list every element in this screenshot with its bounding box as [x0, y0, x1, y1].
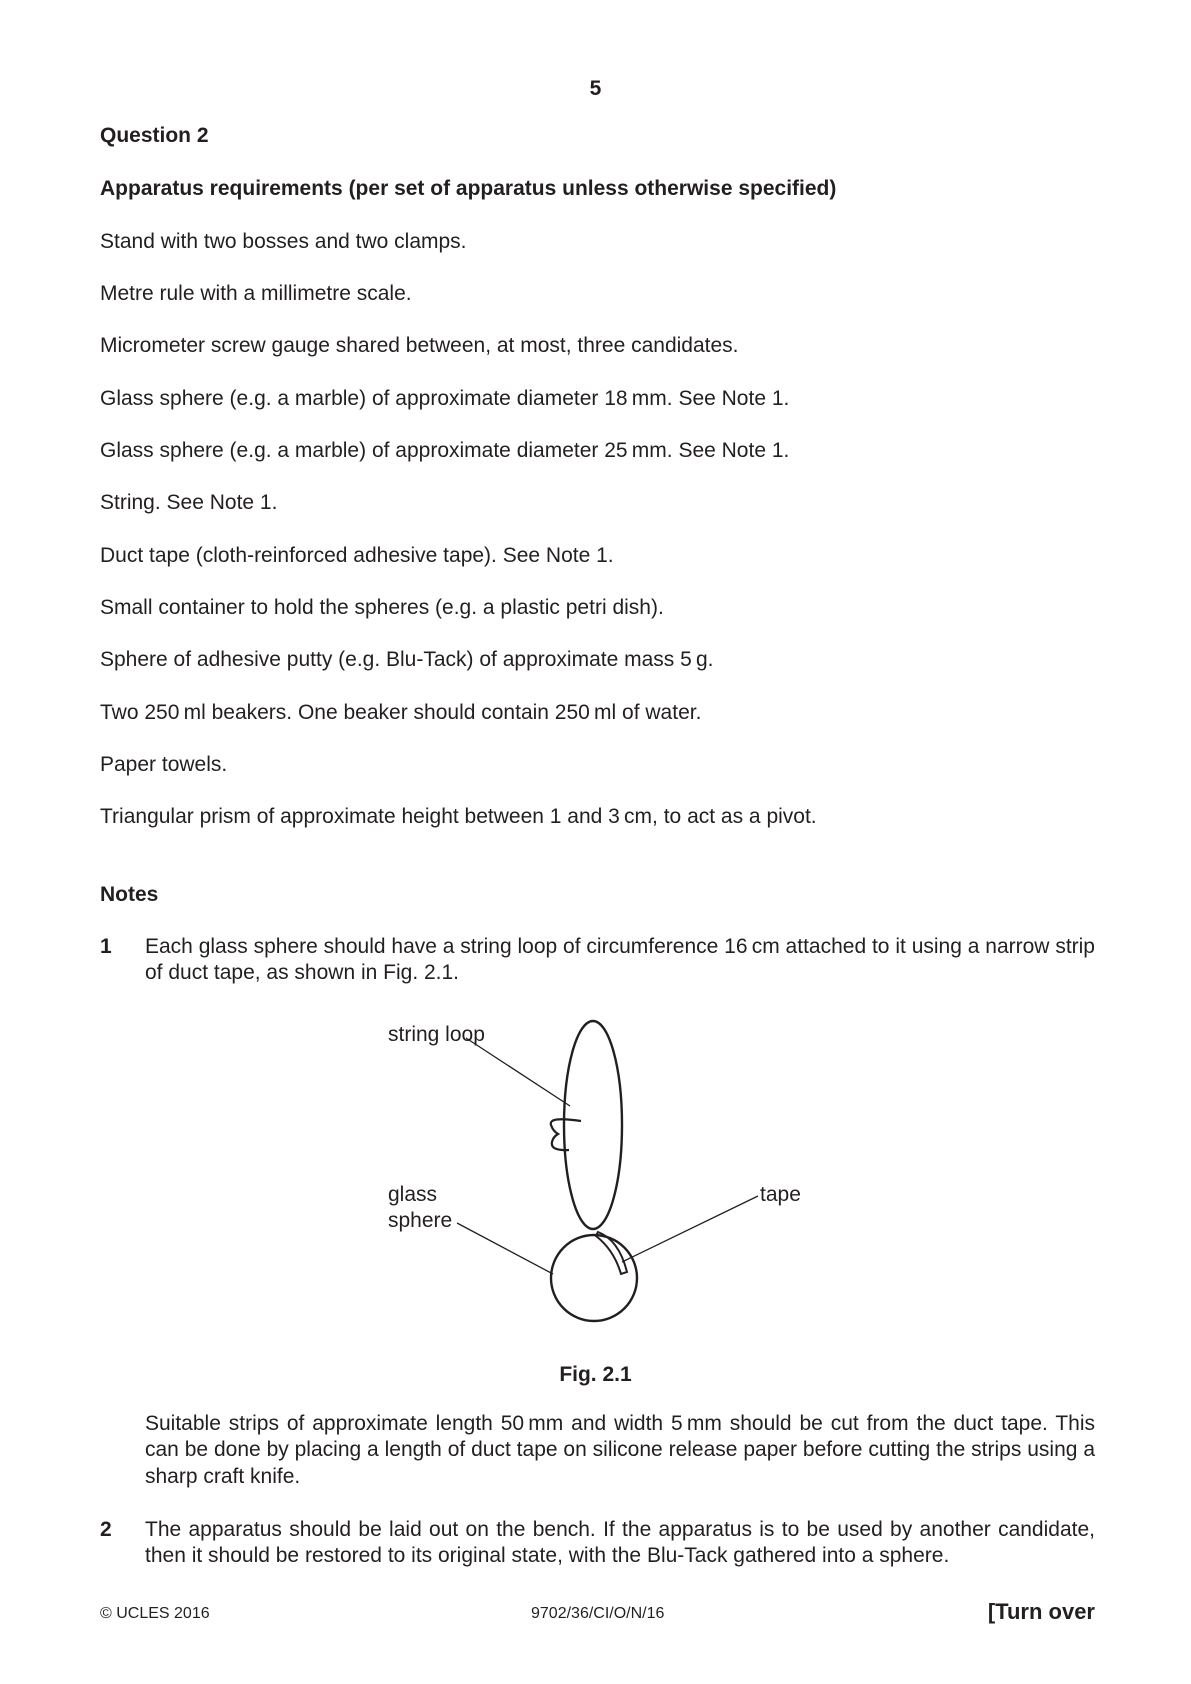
notes-heading: Notes — [100, 883, 159, 906]
apparatus-item: String. See Note 1. — [100, 491, 278, 514]
apparatus-item: Duct tape (cloth-reinforced adhesive tape). See Note 1. — [100, 544, 614, 567]
figure-string-loop-sphere — [370, 1010, 830, 1340]
label-glass: glass — [388, 1183, 438, 1206]
note-number: 1 — [100, 935, 112, 958]
note-number: 2 — [100, 1518, 112, 1541]
apparatus-item: Paper towels. — [100, 753, 228, 776]
apparatus-item: Glass sphere (e.g. a marble) of approximate diameter 25 mm. See Note 1. — [100, 439, 790, 462]
apparatus-item: Glass sphere (e.g. a marble) of approximate diameter 18 mm. See Note 1. — [100, 387, 790, 410]
page-number: 5 — [589, 77, 602, 100]
string-loop-shape — [564, 1021, 622, 1229]
glass-sphere-shape — [551, 1235, 637, 1321]
apparatus-item: Two 250 ml beakers. One beaker should contain 250 ml of water. — [100, 701, 702, 724]
note-continuation: Suitable strips of approximate length 50 mm and width 5 mm should be cut from the duct tape. This can be done by placing a length of duct tape on silicone release paper before cutting the strips using a sharp craft knife. — [145, 1412, 1095, 1488]
apparatus-item: Stand with two bosses and two clamps. — [100, 230, 467, 253]
label-string-loop: string loop — [388, 1023, 485, 1046]
footer-turn-over: [Turn over — [987, 1599, 1095, 1624]
apparatus-item: Micrometer screw gauge shared between, at most, three candidates. — [100, 334, 739, 357]
string-knot-shape — [551, 1119, 581, 1150]
figure-drawing — [370, 1010, 830, 1340]
leader-line-glass-sphere — [457, 1223, 553, 1274]
apparatus-item: Metre rule with a millimetre scale. — [100, 282, 412, 305]
footer-copyright: © UCLES 2016 — [100, 1605, 210, 1622]
apparatus-item: Triangular prism of approximate height between 1 and 3 cm, to act as a pivot. — [100, 805, 817, 828]
apparatus-item: Small container to hold the spheres (e.g. a plastic petri dish). — [100, 596, 664, 619]
apparatus-heading: Apparatus requirements (per set of apparatus unless otherwise specified) — [100, 177, 837, 200]
label-tape: tape — [760, 1183, 801, 1206]
footer-code: 9702/36/CI/O/N/16 — [531, 1605, 665, 1622]
note-text: The apparatus should be laid out on the bench. If the apparatus is to be used by another candidate, then it should be restored to its original state, with the Blu-Tack gathered into a sphere. — [145, 1518, 1095, 1568]
note-text: Each glass sphere should have a string loop of circumference 16 cm attached to it using a narrow strip of duct tape, as shown in Fig. 2.1. — [145, 935, 1095, 985]
leader-line-tape — [622, 1196, 758, 1262]
figure-caption: Fig. 2.1 — [559, 1363, 632, 1386]
question-title: Question 2 — [100, 124, 209, 147]
label-sphere: sphere — [388, 1209, 453, 1232]
apparatus-item: Sphere of adhesive putty (e.g. Blu-Tack) of approximate mass 5 g. — [100, 648, 714, 671]
